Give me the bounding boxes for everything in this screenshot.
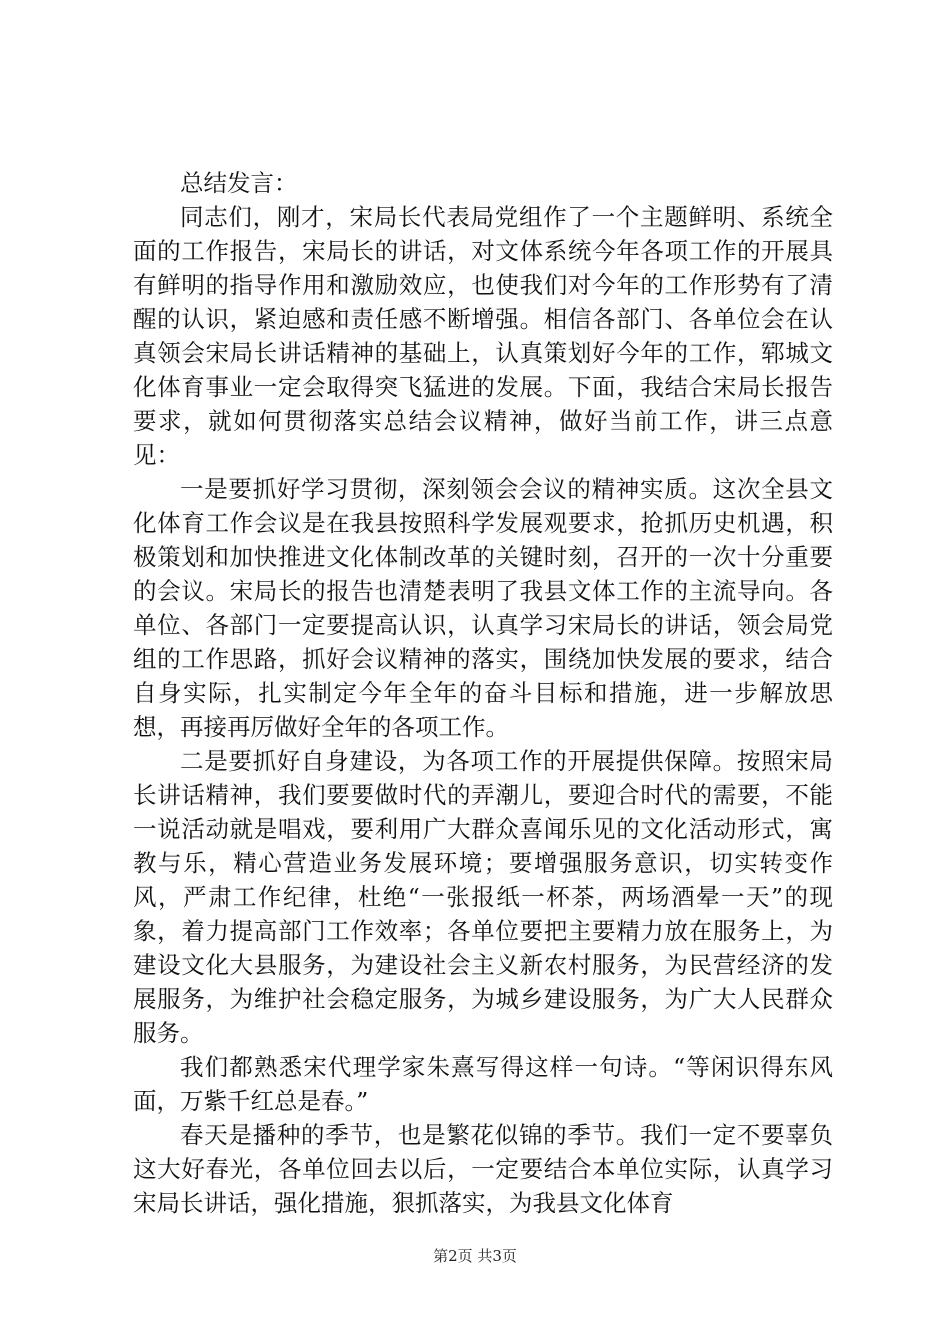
paragraph-intro: 同志们，刚才，宋局长代表局党组作了一个主题鲜明、系统全面的工作报告，宋局长的讲话，对文体系统今年各项工作的开展具有鲜明的指导作用和激励效应，也使我们对今年的工作形势有了清醒的认识，紧迫感和责任感不断增强。相信各部门、各单位会在认真领会宋局长讲话精神的基础上，认真策划好今年的工作，郓城文化体育事业一定会取得突飞猛进的发展。下面，我结合宋局长报告要求，就如何贯彻落实总结会议精神，做好当前工作，讲三点意见：	[133, 203, 833, 469]
page-number-footer: 第2页 共3页	[433, 1247, 517, 1265]
paragraph-spring: 春天是播种的季节，也是繁花似锦的季节。我们一定不要辜负这大好春光，各单位回去以后，一定要结合本单位实际，认真学习宋局长讲话，强化措施，狠抓落实，为我县文化体育	[133, 1121, 833, 1217]
paragraph-point-two: 二是要抓好自身建设，为各项工作的开展提供保障。按照宋局长讲话精神，我们要要做时代的弄潮儿，要迎合时代的需要，不能一说活动就是唱戏，要利用广大群众喜闻乐见的文化活动形式，寓教与乐，精心营造业务发展环境；要增强服务意识，切实转变作风，严肃工作纪律，杜绝“一张报纸一杯茶，两场酒晕一天”的现象，着力提高部门工作效率；各单位要把主要精力放在服务上，为建设文化大县服务，为建设社会主义新农村服务，为民营经济的发展服务，为维护社会稳定服务，为城乡建设服务，为广大人民群众服务。	[133, 747, 833, 1047]
paragraph-poem: 我们都熟悉宋代理学家朱熹写得这样一句诗。“等闲识得东风面，万紫千红总是春。”	[133, 1053, 833, 1115]
paragraph-heading: 总结发言：	[180, 169, 298, 197]
document-body	[133, 166, 833, 1220]
paragraph-point-one: 一是要抓好学习贯彻，深刻领会会议的精神实质。这次全县文化体育工作会议是在我县按照科学发展观要求，抢抓历史机遇，积极策划和加快推进文化体制改革的关键时刻，召开的一次十分重要的会议。宋局长的报告也清楚表明了我县文体工作的主流导向。各单位、各部门一定要提高认识，认真学习宋局长的讲话，领会局党组的工作思路，抓好会议精神的落实，围绕加快发展的要求，结合自身实际，扎实制定今年全年的奋斗目标和措施，进一步解放思想，再接再厉做好全年的各项工作。	[133, 475, 833, 741]
